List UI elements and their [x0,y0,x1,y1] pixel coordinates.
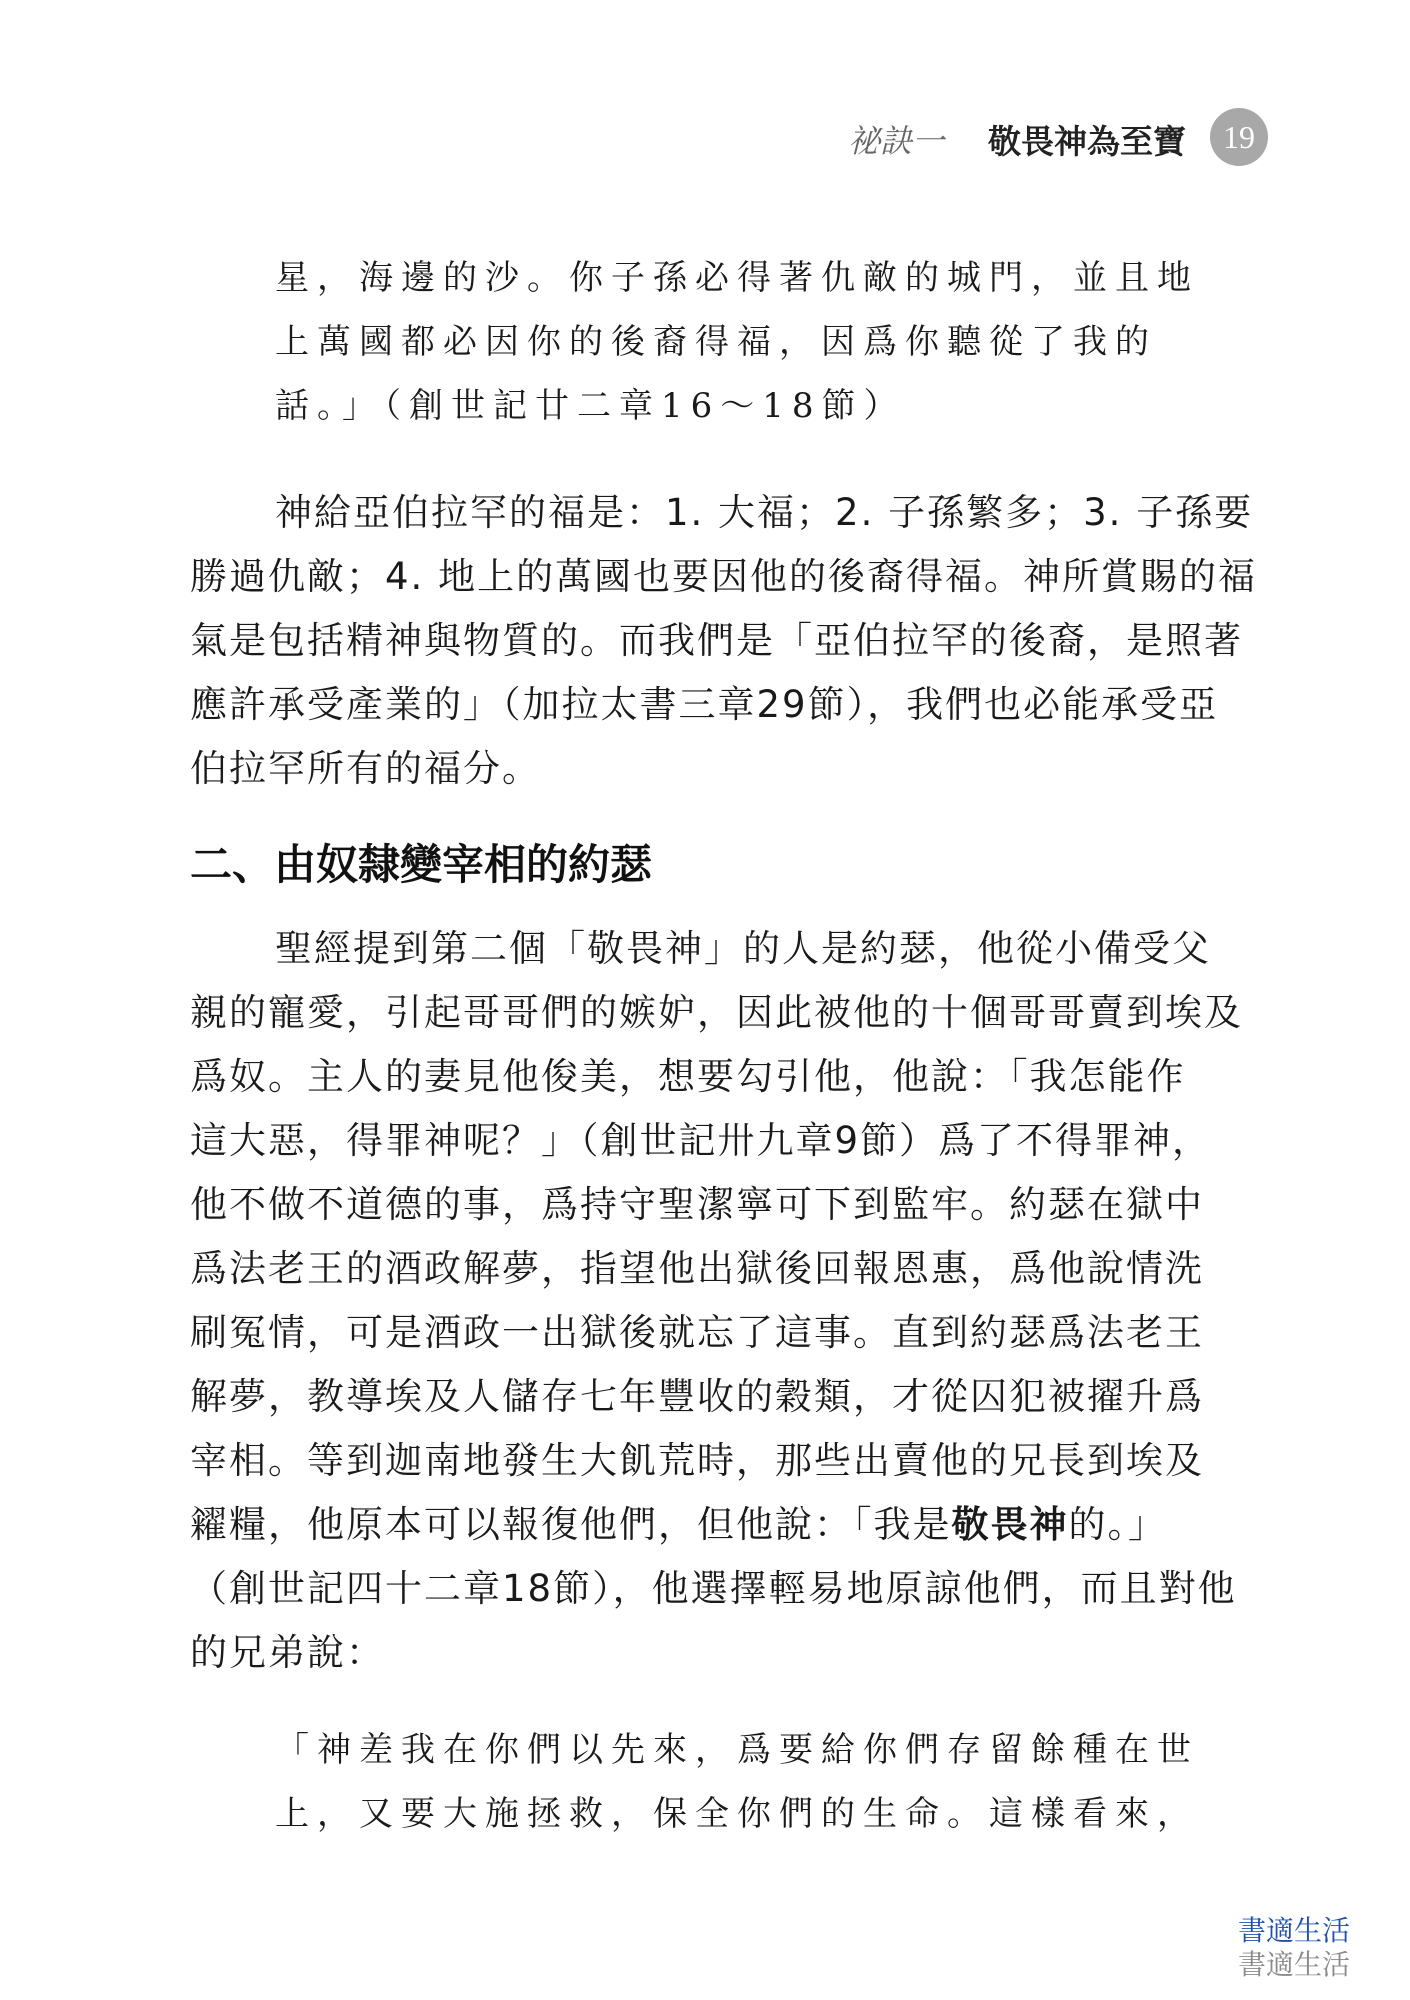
running-header [0,108,1410,168]
paragraph-line: 解夢，教導埃及人儲存七年豐收的穀類，才從囚犯被擢升爲 [190,1375,1204,1418]
paragraph-line: 刷冤情，可是酒政一出獄後就忘了這事。直到約瑟爲法老王 [190,1311,1204,1354]
paragraph-line: 神給亞伯拉罕的福是：1. 大福；2. 子孫繁多；3. 子孫要 [275,491,1254,534]
paragraph-line: 爲奴。主人的妻見他俊美，想要勾引他，他說：「我怎能作 [190,1055,1186,1098]
watermark-line: 書適生活 [1237,1948,1350,1981]
paragraph-line: 爲法老王的酒政解夢，指望他出獄後回報恩惠，爲他說情洗 [190,1247,1204,1290]
paragraph-line: （創世記四十二章18節），他選擇輕易地原諒他們，而且對他 [190,1567,1237,1610]
paragraph-line: 伯拉罕所有的福分。 [190,747,541,790]
page-number-badge: 19 [1210,108,1268,166]
paragraph-line: 他不做不道德的事，爲持守聖潔寧可下到監牢。約瑟在獄中 [190,1183,1204,1226]
paragraph-line: 聖經提到第二個「敬畏神」的人是約瑟，他從小備受父 [275,927,1211,970]
header-title: 敬畏神為至寶 [988,122,1186,161]
paragraph-line: 應許承受產業的」（加拉太書三章29節），我們也必能承受亞 [190,683,1219,726]
paragraph-line: 這大惡，得罪神呢？」（創世記卅九章9節）爲了不得罪神， [190,1119,1212,1162]
paragraph-line: 親的寵愛，引起哥哥們的嫉妒，因此被他的十個哥哥賣到埃及 [190,991,1243,1034]
paragraph-line: 宰相。等到迦南地發生大飢荒時，那些出賣他的兄長到埃及 [190,1439,1204,1482]
quote-line: 星，海邊的沙。你子孫必得著仇敵的城門，並且地 [275,258,1199,298]
paragraph-line: 氣是包括精神與物質的。而我們是「亞伯拉罕的後裔，是照著 [190,619,1243,662]
line-text: 的。」 [1068,1503,1167,1546]
paragraph-line: 的兄弟說： [190,1631,385,1674]
emphasis-text: 敬畏神 [951,1503,1069,1546]
header-chapter: 祕訣一 [848,122,945,160]
paragraph-line [190,1494,1167,1548]
quote-line: 上，又要大施拯救，保全你們的生命。這樣看來， [275,1794,1199,1834]
publisher-watermark [1238,1914,1350,1982]
quote-line: 「神差我在你們以先來，爲要給你們存留餘種在世 [275,1730,1199,1770]
section-heading: 二、由奴隸變宰相的約瑟 [190,840,653,889]
line-text: 糴糧，他原本可以報復他們，但他說：「我是 [190,1503,952,1546]
paragraph-line: 勝過仇敵；4. 地上的萬國也要因他的後裔得福。神所賞賜的福 [190,555,1258,598]
quote-line: 話。」（創世記廿二章16～18節） [275,386,906,426]
quote-line: 上萬國都必因你的後裔得福，因爲你聽從了我的 [275,322,1157,362]
watermark-line: 書適生活 [1237,1914,1350,1947]
